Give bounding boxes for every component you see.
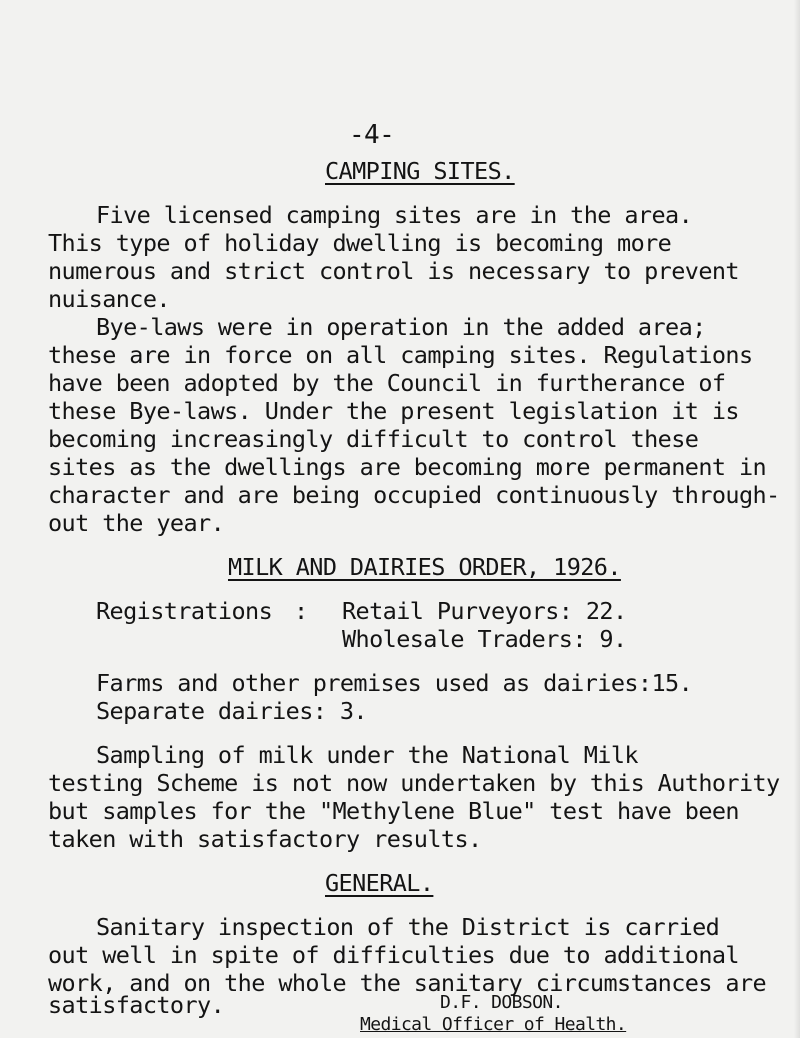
general-line-4: satisfactory. (48, 991, 225, 1019)
retail-purveyors: Retail Purveyors: 22. (342, 597, 627, 625)
sampling-line-3: but samples for the "Methylene Blue" test have been (48, 797, 739, 825)
page-number: -4- (349, 120, 395, 150)
sampling-line-1: Sampling of milk under the National Milk (96, 741, 638, 769)
camping-para1-line-2: This type of holiday dwelling is becoming more (48, 229, 672, 257)
registrations-colon: : (294, 597, 308, 625)
camping-para1-line-4: nuisance. (48, 285, 170, 313)
camping-para1-line-3: numerous and strict control is necessary to prevent (48, 257, 739, 285)
camping-para2-line-7: character and are being occupied continuously through- (48, 481, 780, 509)
signature-name: D.F. DOBSON. (440, 992, 563, 1013)
camping-para2-line-8: out the year. (48, 509, 225, 537)
camping-para2-line-5: becoming increasingly difficult to control these (48, 425, 699, 453)
camping-para2-line-3: have been adopted by the Council in furtherance of (48, 369, 726, 397)
page-edge-shadow (794, 0, 800, 1038)
general-line-3: work, and on the whole the sanitary circumstances are (48, 969, 767, 997)
milk-dairies-heading: MILK AND DAIRIES ORDER, 1926. (228, 553, 621, 581)
camping-para2-line-4: these Bye-laws. Under the present legislation it is (48, 397, 739, 425)
camping-para2-line-6: sites as the dwellings are becoming more permanent in (48, 453, 767, 481)
camping-para1-line-1: Five licensed camping sites are in the area. (96, 201, 693, 229)
separate-dairies: Separate dairies: 3. (96, 697, 367, 725)
general-heading: GENERAL. (325, 869, 434, 897)
farms-dairies: Farms and other premises used as dairies:15. (96, 669, 693, 697)
sampling-line-2: testing Scheme is not now undertaken by this Authority (48, 769, 780, 797)
general-line-2: out well in spite of difficulties due to additional (48, 941, 739, 969)
general-line-1: Sanitary inspection of the District is carried (96, 913, 720, 941)
sampling-line-4: taken with satisfactory results. (48, 825, 482, 853)
registrations-label: Registrations (96, 597, 273, 625)
signature-title: Medical Officer of Health. (360, 1014, 627, 1035)
camping-sites-heading: CAMPING SITES. (325, 157, 515, 185)
camping-para2-line-1: Bye-laws were in operation in the added area; (96, 313, 706, 341)
camping-para2-line-2: these are in force on all camping sites. Regulations (48, 341, 753, 369)
wholesale-traders: Wholesale Traders: 9. (342, 625, 627, 653)
